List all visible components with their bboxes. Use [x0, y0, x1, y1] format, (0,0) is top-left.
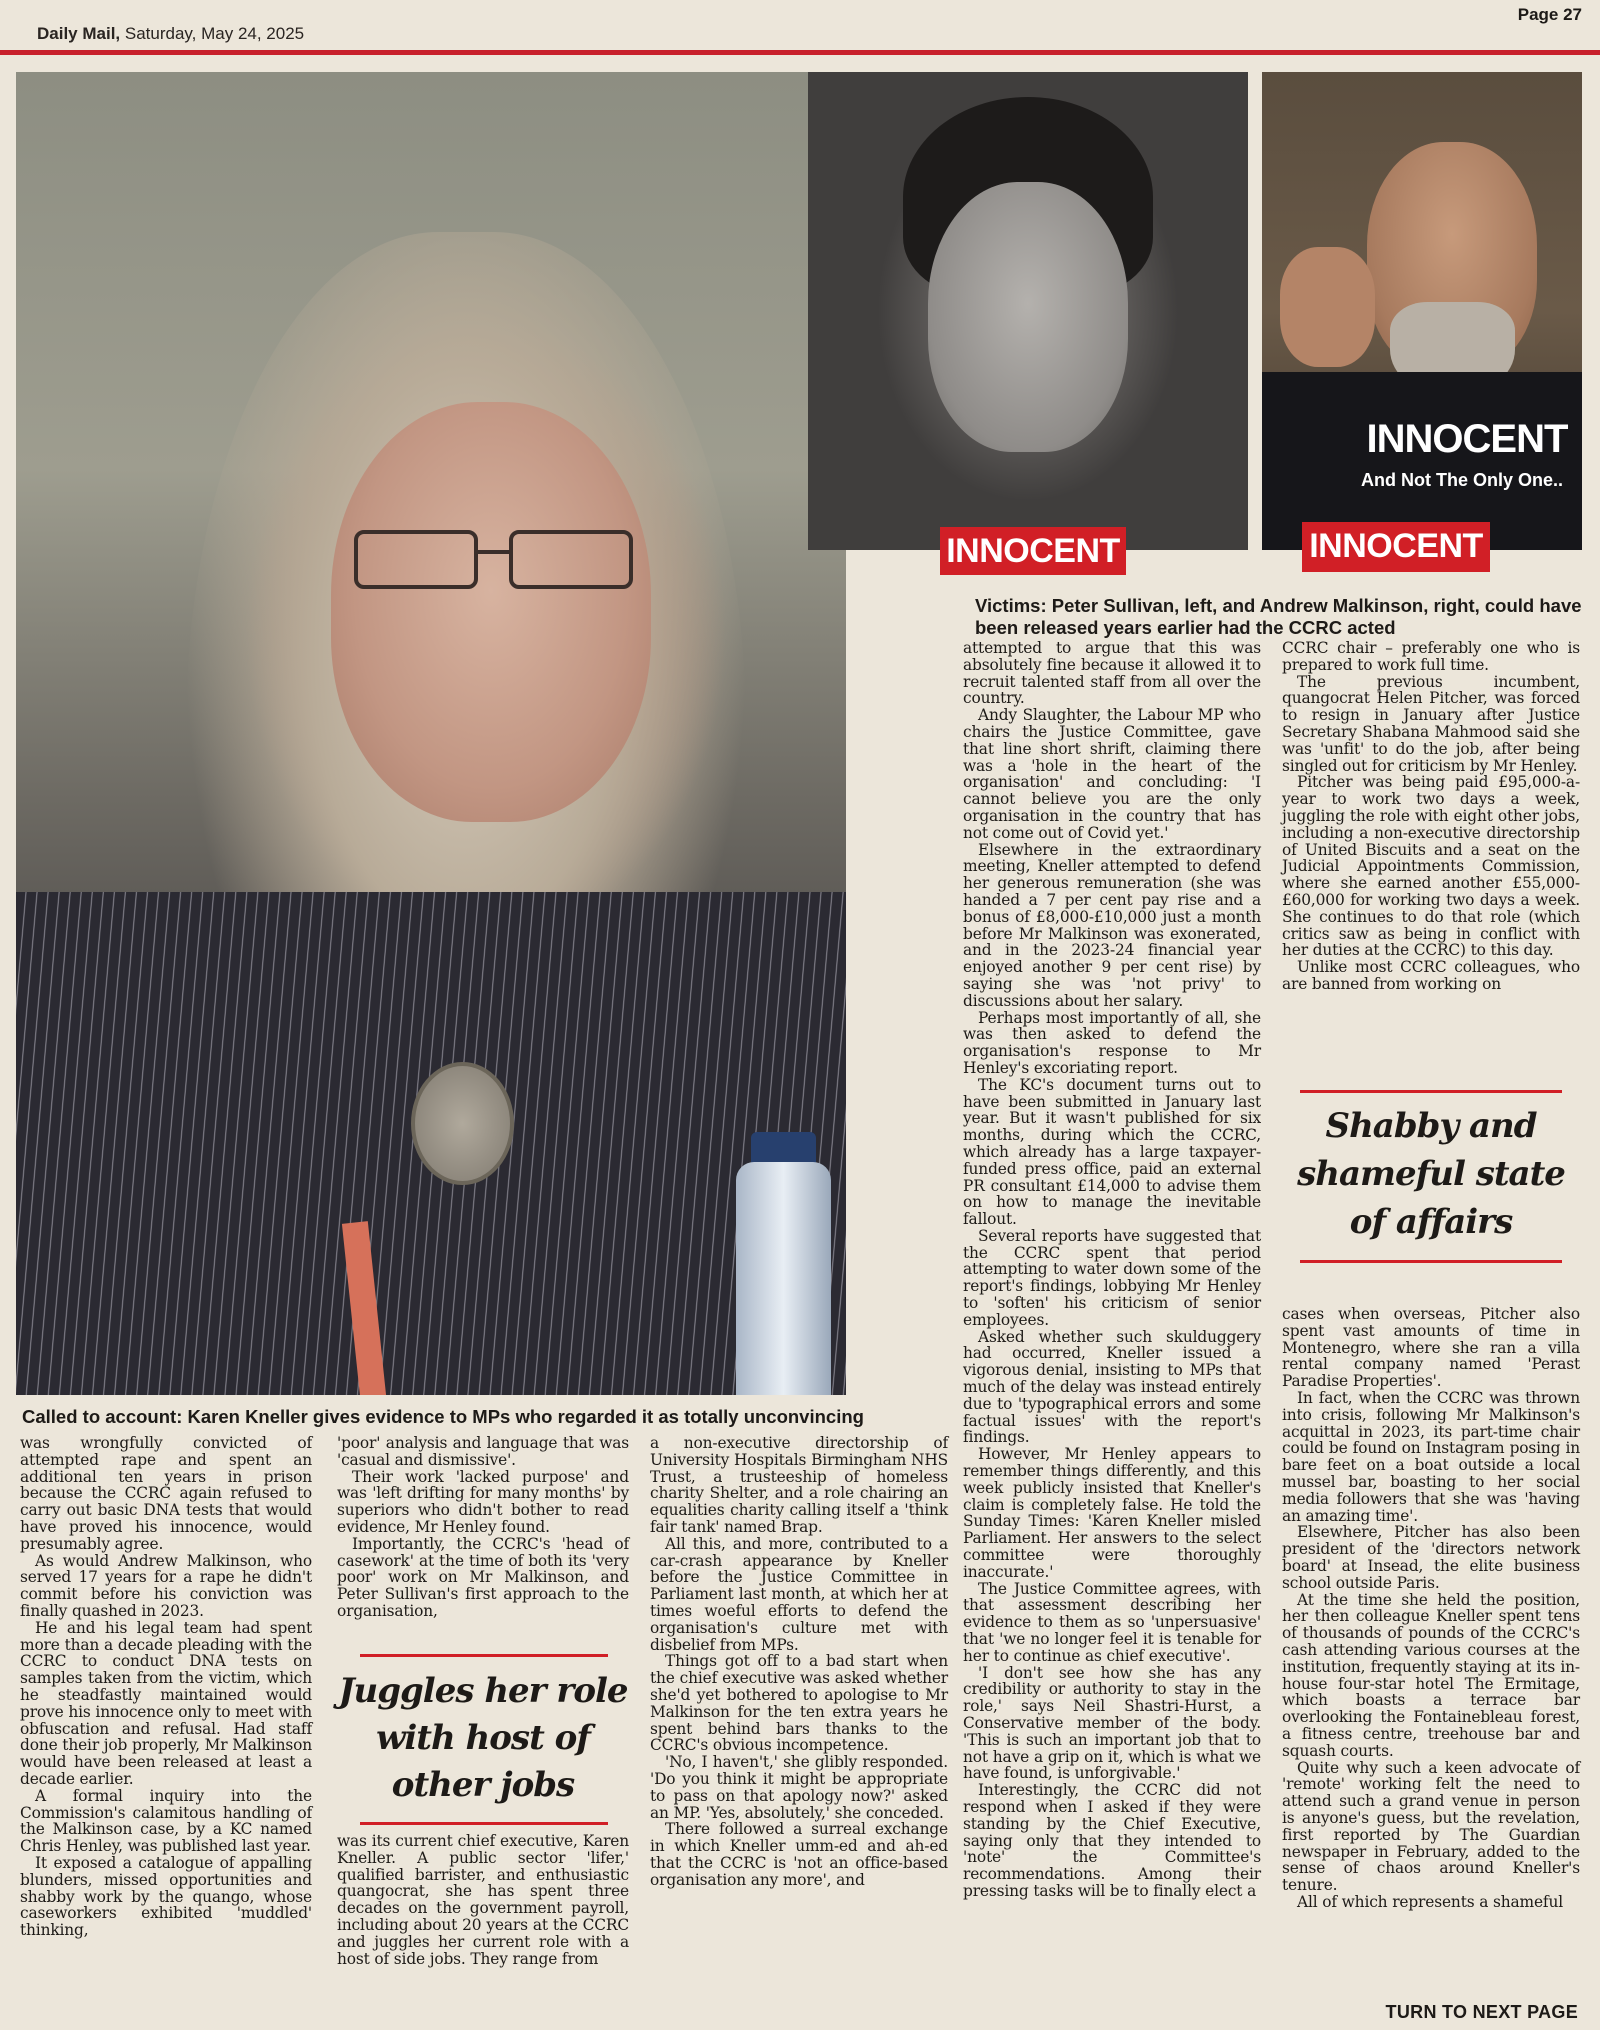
- paragraph: The Justice Committee agrees, with that assessment describing her evidence to them as so 'unpersuasive' that 'we no longer feel it is tenable for her to continue as chief executive'.: [963, 1579, 1261, 1665]
- paragraph: However, Mr Henley appears to remember things differently, and this week publicly insisted that Kneller's claim is completely false. He told the Sunday Times: 'Karen Kneller misled Parliament. Her answers to the select committee were thoroughly inaccurate.': [963, 1445, 1261, 1581]
- page-number: Page 27: [1517, 5, 1582, 24]
- main-photo-karen-kneller: [16, 72, 846, 1395]
- photo-raised-fist: [1280, 247, 1375, 367]
- paragraph: In fact, when the CCRC was thrown into crisis, following Mr Malkinson's acquittal in 2023, its part-time chair could be found on Instagram posing in bare feet on a boat outside a local mussel bar, boasting to her social media followers that she was 'having an amazing time'.: [1282, 1388, 1580, 1525]
- shirt-subslogan: And Not The Only One..: [1361, 470, 1563, 490]
- photo-water-bottle: [736, 1162, 831, 1395]
- paragraph: attempted to argue that this was absolutely fine because it allowed it to recruit talented staff from all over the country.: [963, 639, 1261, 708]
- photo-andrew-malkinson: [1262, 72, 1582, 550]
- paragraph: As would Andrew Malkinson, who served 17 years for a rape he didn't commit before his conviction was finally quashed in 2023.: [20, 1551, 312, 1620]
- article-column-3: [650, 1435, 948, 1889]
- paragraph: CCRC chair – preferably one who is prepared to work full time.: [1282, 639, 1580, 674]
- paragraph: Perhaps most importantly of all, she was then asked to defend the organisation's response to Mr Henley's excoriating report.: [963, 1008, 1261, 1077]
- paragraph: Asked whether such skulduggery had occurred, Kneller issued a vigorous denial, insisting to MPs that much of the delay was instead entirely due to 'typographical errors and some factual issues' with the report's findings.: [963, 1327, 1261, 1447]
- paragraph: was its current chief executive, Karen Kneller. A public sector 'lifer,' qualified barrister, and enthusiastic quangocrat, she has spent three decades on the government payroll, including about 20 years at the CCRC and juggles her current role with a host of side jobs. They range from: [337, 1832, 629, 1968]
- victims-caption: Victims: Peter Sullivan, left, and Andrew Malkinson, right, could have been released years earlier had the CCRC acted: [975, 595, 1582, 638]
- subhead-rule-top: [360, 1654, 608, 1657]
- article-column-5-bottom: [1282, 1306, 1580, 1911]
- subhead-shabby: Shabby and shameful state of affairs: [1297, 1106, 1565, 1242]
- subhead-juggles: Juggles her role with host of other jobs: [338, 1671, 628, 1805]
- photo-pendant: [411, 1062, 514, 1185]
- paragraph: 'I don't see how she has any credibility or authority to stay in the role,' says Neil Shastri-Hurst, a Conservative member of the body. 'This is such an important job that to not have a grip on it, which is what we have found, is unforgivable.': [963, 1663, 1261, 1783]
- header-rule: [0, 50, 1600, 55]
- article-column-4: [963, 640, 1261, 1900]
- paragraph: All this, and more, contributed to a car-crash appearance by Kneller before the Justice Committee in Parliament last month, at which her at times woeful efforts to defend the organisation's culture met with disbelief from MPs.: [650, 1534, 948, 1654]
- paragraph: He and his legal team had spent more than a decade pleading with the CCRC to conduct DNA tests on samples taken from the victim, which he steadfastly maintained would prove his innocence only to meet with obfuscation and refusal. Had staff done their job properly, Mr Malkinson would have been released at least a decade earlier.: [20, 1618, 312, 1788]
- main-photo-caption: Called to account: Karen Kneller gives evidence to MPs who regarded it as totally unconvincing: [22, 1406, 864, 1427]
- subhead-rule-top: [1300, 1090, 1562, 1093]
- paragraph: Importantly, the CCRC's 'head of casework' at the time of both its 'very poor' work on Mr Malkinson, and Peter Sullivan's first approach to the organisation,: [337, 1534, 629, 1620]
- paragraph: was wrongfully convicted of attempted rape and spent an additional ten years in prison because the CCRC again refused to carry out basic DNA tests that would have proved his innocence, would presumably agree.: [20, 1434, 312, 1553]
- paragraph: There followed a surreal exchange in which Kneller umm-ed and ah-ed that the CCRC is 'not an office-based organisation any more', and: [650, 1820, 948, 1889]
- article-column-1: [20, 1435, 312, 1939]
- paragraph: 'poor' analysis and language that was 'casual and dismissive'.: [337, 1434, 629, 1469]
- paragraph: Interestingly, the CCRC did not respond when I asked if they were standing by the Chief Executive, saying only that they intended to 'note' the Committee's recommendations. Among their pressing tasks will be to finally elect a: [963, 1781, 1261, 1900]
- paragraph: Unlike most CCRC colleagues, who are banned from working on: [1282, 958, 1580, 993]
- paragraph: Andy Slaughter, the Labour MP who chairs the Justice Committee, gave that line short shrift, claiming there was a 'hole in the heart of the organisation' and concluding: 'I cannot believe you are the only organisation in the country that has not come out of Covid yet.': [963, 706, 1261, 842]
- subhead-rule-bottom: [1300, 1260, 1562, 1263]
- article-column-2-bottom: [337, 1833, 629, 1967]
- photo-face: [331, 402, 651, 822]
- masthead-line: [37, 24, 304, 44]
- paragraph: The previous incumbent, quangocrat Helen Pitcher, was forced to resign in January after Justice Secretary Shabana Mahmood said she was 'unfit' to do the job, after being singled out for criticism by Mr Henley.: [1282, 672, 1580, 775]
- paragraph: It exposed a catalogue of appalling blunders, missed opportunities and shabby work by the quango, whose caseworkers exhibited 'muddled' thinking,: [20, 1853, 312, 1940]
- paragraph: Elsewhere, Pitcher has also been president of the 'directors network board' at Insead, the elite business school outside Paris.: [1282, 1523, 1580, 1592]
- paragraph: A formal inquiry into the Commission's calamitous handling of the Malkinson case, by a KC named Chris Henley, was published last year.: [20, 1786, 312, 1856]
- paragraph: Things got off to a bad start when the chief executive was asked whether she'd yet bothered to apologise to Mr Malkinson for the ten extra years he spent behind bars thanks to the CCRC's obvious incompetence.: [650, 1652, 948, 1755]
- shirt-slogan: INNOCENT: [1366, 417, 1568, 461]
- paragraph: Pitcher was being paid £95,000-a-year to work two days a week, juggling the role with eight other jobs, including a non-executive directorship of United Biscuits and a seat on the Judicial Appointments Commission, where she earned another £55,000-£60,000 for working two days a week. She continues to do that role (which critics saw as being in conflict with her duties at the CCRC) to this day.: [1282, 773, 1580, 960]
- photo-face: [928, 182, 1128, 452]
- paragraph: Their work 'lacked purpose' and was 'left drifting for many months' by superiors who didn't bother to read evidence, Mr Henley found.: [337, 1467, 629, 1536]
- paragraph: 'No, I haven't,' she glibly responded. 'Do you think it might be appropriate to pass on that apology now?' asked an MP. 'Yes, absolutely,' she conceded.: [650, 1753, 948, 1822]
- innocent-badge-left: INNOCENT: [940, 527, 1126, 575]
- subhead-rule-bottom: [360, 1822, 608, 1825]
- paragraph: a non-executive directorship of University Hospitals Birmingham NHS Trust, a trusteeship of homeless charity Shelter, and a role chairing an equalities charity calling itself a 'think fair tank' named Brap.: [650, 1434, 948, 1536]
- paragraph: Several reports have suggested that the CCRC spent that period attempting to water down some of the report's findings, lobbying Mr Henley to 'soften' his criticism of senior employees.: [963, 1226, 1261, 1329]
- publication-date: Saturday, May 24, 2025: [124, 24, 305, 43]
- paragraph: All of which represents a shameful: [1297, 1892, 1564, 1911]
- glasses-shape: [346, 512, 646, 602]
- paragraph: The KC's document turns out to have been submitted in January last year. But it wasn't published for six months, during which the CCRC, which already has a large taxpayer-funded press office, paid an external PR consultant £14,000 to advise them on how to manage the inevitable fallout.: [963, 1075, 1261, 1229]
- paragraph: Quite why such a keen advocate of 'remote' working felt the need to attend such a grand venue in person is anyone's guess, but the revelation, first reported by The Guardian newspaper in February, added to the sense of chaos around Kneller's tenure.: [1282, 1758, 1580, 1895]
- publication-name: Daily Mail,: [37, 24, 121, 43]
- innocent-badge-right: INNOCENT: [1302, 522, 1490, 572]
- paragraph: At the time she held the position, her then colleague Kneller spent tens of thousands of pounds of the CCRC's cash attending various courses at the institution, frequently staying at its in-house four-star hotel The Ermitage, which boasts a terrace bar overlooking the Fontainebleau forest, a fitness centre, treehouse bar and squash courts.: [1282, 1590, 1580, 1760]
- article-column-2-top: [337, 1435, 629, 1620]
- photo-peter-sullivan: [808, 72, 1248, 550]
- turn-to-next-page[interactable]: TURN TO NEXT PAGE: [1385, 2002, 1578, 2022]
- article-column-5-top: [1282, 640, 1580, 993]
- paragraph: cases when overseas, Pitcher also spent vast amounts of time in Montenegro, where she ran a villa rental company named 'Perast Paradise Properties'.: [1282, 1305, 1580, 1391]
- paragraph: Elsewhere in the extraordinary meeting, Kneller attempted to defend her generous remuneration (she was handed a 7 per cent pay rise and a bonus of £8,000-£10,000 just a month before Mr Malkinson was exonerated, and in the 2023-24 financial year enjoyed another 9 per cent rise) by saying she was 'not privy' to discussions about her salary.: [963, 840, 1261, 1010]
